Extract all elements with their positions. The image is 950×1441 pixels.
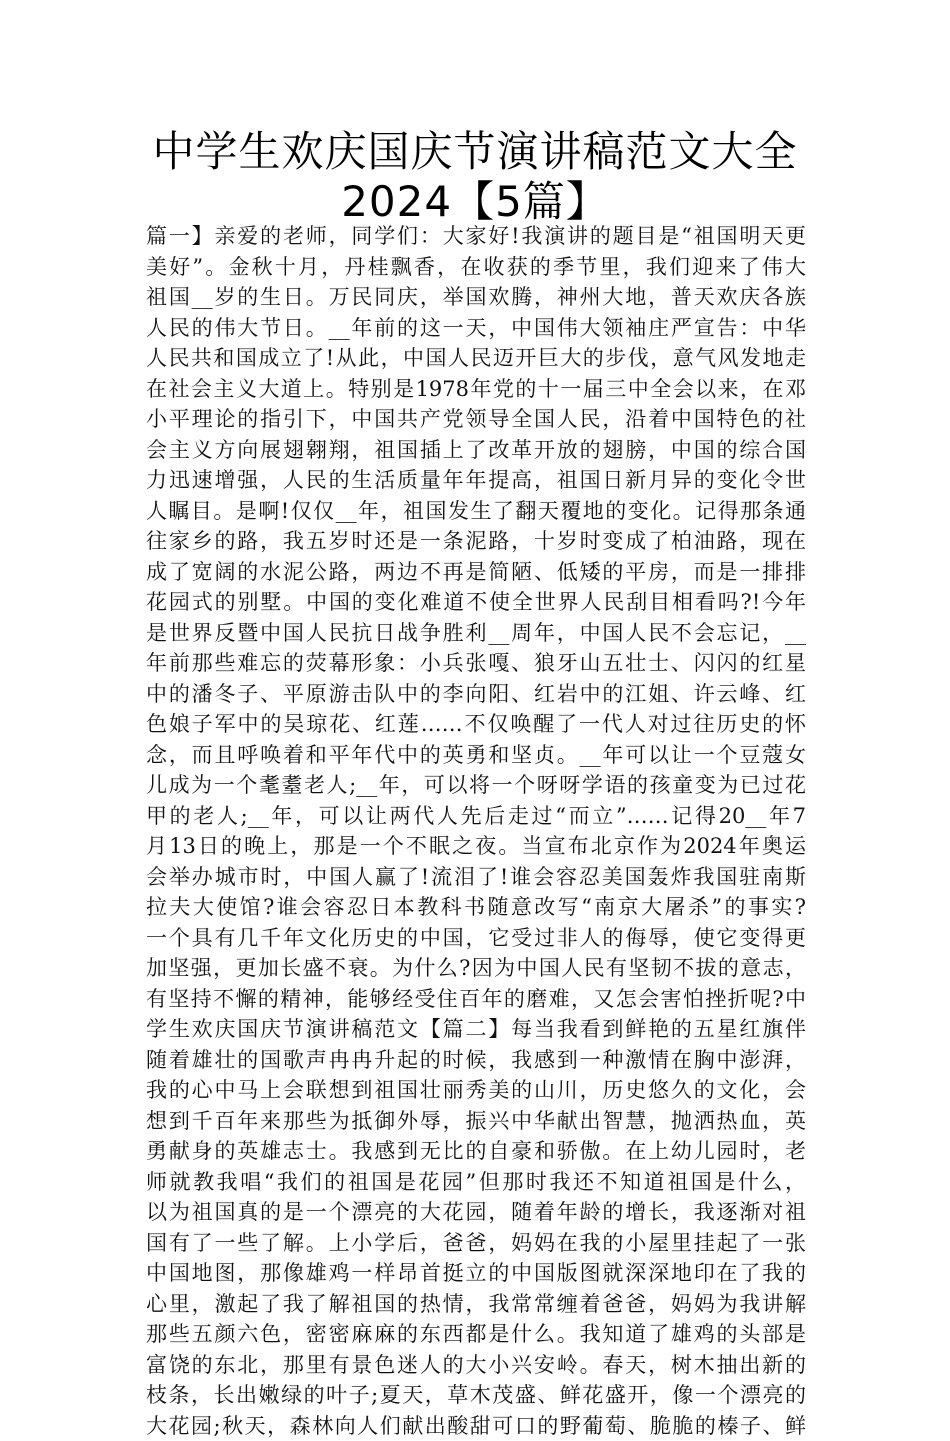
body-line: 花园式的别墅。中国的变化难道不使全世界人民刮目相看吗?!今年 xyxy=(146,587,806,618)
body-line: 一个具有几千年文化历史的中国，它受过非人的侮辱，使它变得更 xyxy=(146,923,806,954)
document-title-line-2: 2024【5篇】 xyxy=(0,176,950,228)
body-line: 中国地图，那像雄鸡一样昂首挺立的中国版图就深深地印在了我的 xyxy=(146,1258,806,1289)
body-line: 念，而且呼唤着和平年代中的英勇和坚贞。__年可以让一个豆蔻女 xyxy=(146,740,806,771)
body-line: 枝条，长出嫩绿的叶子;夏天，草木茂盛、鲜花盛开，像一个漂亮的 xyxy=(146,1380,806,1411)
body-line: 大花园;秋天，森林向人们献出酸甜可口的野葡萄、脆脆的榛子、鲜 xyxy=(146,1411,806,1441)
body-line: 师就教我唱“我们的祖国是花园”但那时我还不知道祖国是什么， xyxy=(146,1167,806,1198)
body-line: 色娘子军中的吴琼花、红莲……不仅唤醒了一代人对过往历史的怀 xyxy=(146,709,806,740)
body-line: 会主义方向展翅翱翔，祖国插上了改革开放的翅膀，中国的综合国 xyxy=(146,435,806,466)
body-line: 祖国__岁的生日。万民同庆，举国欢腾，神州大地，普天欢庆各族 xyxy=(146,282,806,313)
body-line: 会举办城市时，中国人赢了!流泪了!谁会容忍美国轰炸我国驻南斯 xyxy=(146,862,806,893)
body-line: 拉夫大使馆?谁会容忍日本教科书随意改写“南京大屠杀”的事实? xyxy=(146,892,806,923)
body-line: 力迅速增强，人民的生活质量年年提高，祖国日新月异的变化令世 xyxy=(146,465,806,496)
body-line: 儿成为一个耄耋老人;__年，可以将一个呀呀学语的孩童变为已过花 xyxy=(146,770,806,801)
body-line: 篇一】亲爱的老师，同学们：大家好!我演讲的题目是“祖国明天更 xyxy=(146,221,806,252)
body-line: 想到千百年来那些为抵御外辱，振兴中华献出智慧，抛洒热血，英 xyxy=(146,1106,806,1137)
body-line: 中的潘冬子、平原游击队中的李向阳、红岩中的江姐、许云峰、红 xyxy=(146,679,806,710)
body-line: 富饶的东北，那里有景色迷人的大小兴安岭。春天，树木抽出新的 xyxy=(146,1350,806,1381)
body-line: 美好”。金秋十月，丹桂飘香，在收获的季节里，我们迎来了伟大 xyxy=(146,252,806,283)
body-line: 成了宽阔的水泥公路，两边不再是简陋、低矮的平房，而是一排排 xyxy=(146,557,806,588)
body-line: 小平理论的指引下，中国共产党领导全国人民，沿着中国特色的社 xyxy=(146,404,806,435)
body-line: 心里，激起了我了解祖国的热情，我常常缠着爸爸，妈妈为我讲解 xyxy=(146,1289,806,1320)
document-title-line-1: 中学生欢庆国庆节演讲稿范文大全 xyxy=(0,126,950,178)
body-line: 那些五颜六色，密密麻麻的东西都是什么。我知道了雄鸡的头部是 xyxy=(146,1319,806,1350)
body-line: 甲的老人;__年，可以让两代人先后走过“而立”……记得20__年7 xyxy=(146,801,806,832)
body-line: 国有了一些了解。上小学后，爸爸，妈妈在我的小屋里挂起了一张 xyxy=(146,1228,806,1259)
document-body xyxy=(146,221,806,1441)
body-line: 是世界反暨中国人民抗日战争胜利__周年，中国人民不会忘记，__ xyxy=(146,618,806,649)
body-line: 人民的伟大节日。__年前的这一天，中国伟大领袖庄严宣告：中华 xyxy=(146,313,806,344)
body-line: 以为祖国真的是一个漂亮的大花园，随着年龄的增长，我逐渐对祖 xyxy=(146,1197,806,1228)
body-line: 人民共和国成立了!从此，中国人民迈开巨大的步伐，意气风发地走 xyxy=(146,343,806,374)
body-line: 月13日的晚上，那是一个不眠之夜。当宣布北京作为2024年奥运 xyxy=(146,831,806,862)
body-line: 在社会主义大道上。特别是1978年党的十一届三中全会以来，在邓 xyxy=(146,374,806,405)
body-line: 加坚强，更加长盛不衰。为什么?因为中国人民有坚韧不拔的意志， xyxy=(146,953,806,984)
body-line: 勇献身的英雄志士。我感到无比的自豪和骄傲。在上幼儿园时，老 xyxy=(146,1136,806,1167)
body-line: 我的心中马上会联想到祖国壮丽秀美的山川，历史悠久的文化，会 xyxy=(146,1075,806,1106)
body-line: 年前那些难忘的荧幕形象：小兵张嘎、狼牙山五壮士、闪闪的红星 xyxy=(146,648,806,679)
body-line: 随着雄壮的国歌声冉冉升起的时候，我感到一种激情在胸中澎湃， xyxy=(146,1045,806,1076)
body-line: 学生欢庆国庆节演讲稿范文【篇二】每当我看到鲜艳的五星红旗伴 xyxy=(146,1014,806,1045)
body-line: 往家乡的路，我五岁时还是一条泥路，十岁时变成了柏油路，现在 xyxy=(146,526,806,557)
body-line: 人瞩目。是啊!仅仅__年，祖国发生了翻天覆地的变化。记得那条通 xyxy=(146,496,806,527)
body-line: 有坚持不懈的精神，能够经受住百年的磨难，又怎会害怕挫折呢?中 xyxy=(146,984,806,1015)
